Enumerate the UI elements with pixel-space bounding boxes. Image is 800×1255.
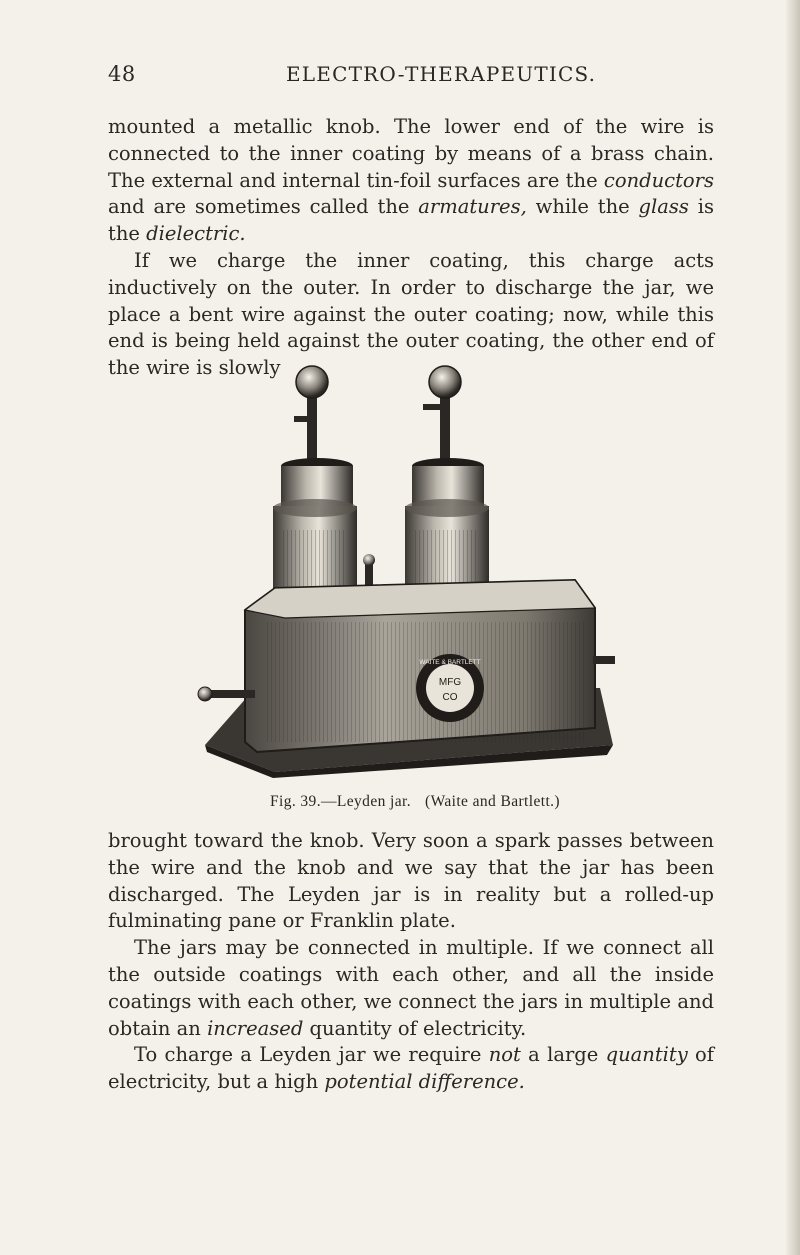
- leyden-jar-illustration: [195, 360, 615, 780]
- text-run: and are sometimes called the: [108, 195, 419, 219]
- text-run: is the: [108, 195, 714, 246]
- emphasis-quantity: quantity: [605, 1043, 688, 1067]
- text-run: The jars may be connected in multiple. If we connect all the outside coatings with each other, and all the inside coatings with each other, we connect the jars in multiple and obtain an: [108, 936, 714, 1040]
- text-run: quantity of electricity.: [303, 1016, 527, 1040]
- text-block-bottom: [108, 828, 714, 1096]
- plate-maker-text: WAITE & BARTLETT: [419, 659, 481, 666]
- running-head: [108, 62, 708, 92]
- emphasis-conductors: conductors: [603, 168, 714, 192]
- paragraph: brought toward the knob. Very soon a spark passes between the wire and the knob and we say that the jar has been discharged. The Leyden jar is in reality but a rolled-up fulminating pane or Franklin plate.: [108, 829, 714, 933]
- page-number: 48: [108, 62, 136, 86]
- text-run: mounted a metallic knob. The lower end of the wire is connected to the inner coating by means of a brass chain. The external and internal tin-foil surfaces are the: [108, 115, 714, 192]
- paragraph: [108, 114, 714, 248]
- caption-source: (Waite and Bartlett.): [425, 793, 560, 810]
- plate-co-text: CO: [442, 692, 458, 703]
- figure-leyden-jar: [195, 360, 615, 780]
- maker-plate: [416, 654, 484, 722]
- text-run: To charge a Leyden jar we require: [134, 1043, 489, 1067]
- plate-mfg-text: MFG: [438, 677, 462, 688]
- paragraph: [108, 1042, 714, 1096]
- discharge-rod-right: [593, 656, 615, 664]
- paragraph: If we charge the inner coating, this charge acts inductively on the outer. In order to discharge the jar, we place a bent wire against the outer coating; now, while this end is being held against the outer coating, the other end of the wire is slowly: [108, 248, 714, 380]
- condenser-box: [245, 580, 595, 752]
- emphasis-dielectric: dielectric.: [146, 222, 246, 246]
- emphasis-increased: increased: [207, 1016, 304, 1040]
- caption-title: Fig. 39.—Leyden jar.: [269, 793, 412, 810]
- jar-right: [405, 366, 489, 596]
- jar-left: [273, 366, 357, 596]
- text-run: while the: [526, 195, 639, 219]
- header-title: ELECTRO-THERAPEUTICS.: [286, 62, 597, 86]
- paragraph: [108, 935, 714, 1042]
- text-run: a large: [520, 1043, 606, 1067]
- emphasis-armatures: armatures,: [418, 195, 527, 219]
- text-run: of electricity, but a high: [108, 1043, 715, 1094]
- emphasis-glass: glass: [638, 195, 689, 219]
- emphasis-potential-difference: potential difference.: [324, 1070, 525, 1094]
- figure-caption: [0, 793, 800, 811]
- emphasis-not: not: [488, 1043, 521, 1067]
- text-block-top: [108, 114, 714, 382]
- page-edge: [786, 0, 800, 1255]
